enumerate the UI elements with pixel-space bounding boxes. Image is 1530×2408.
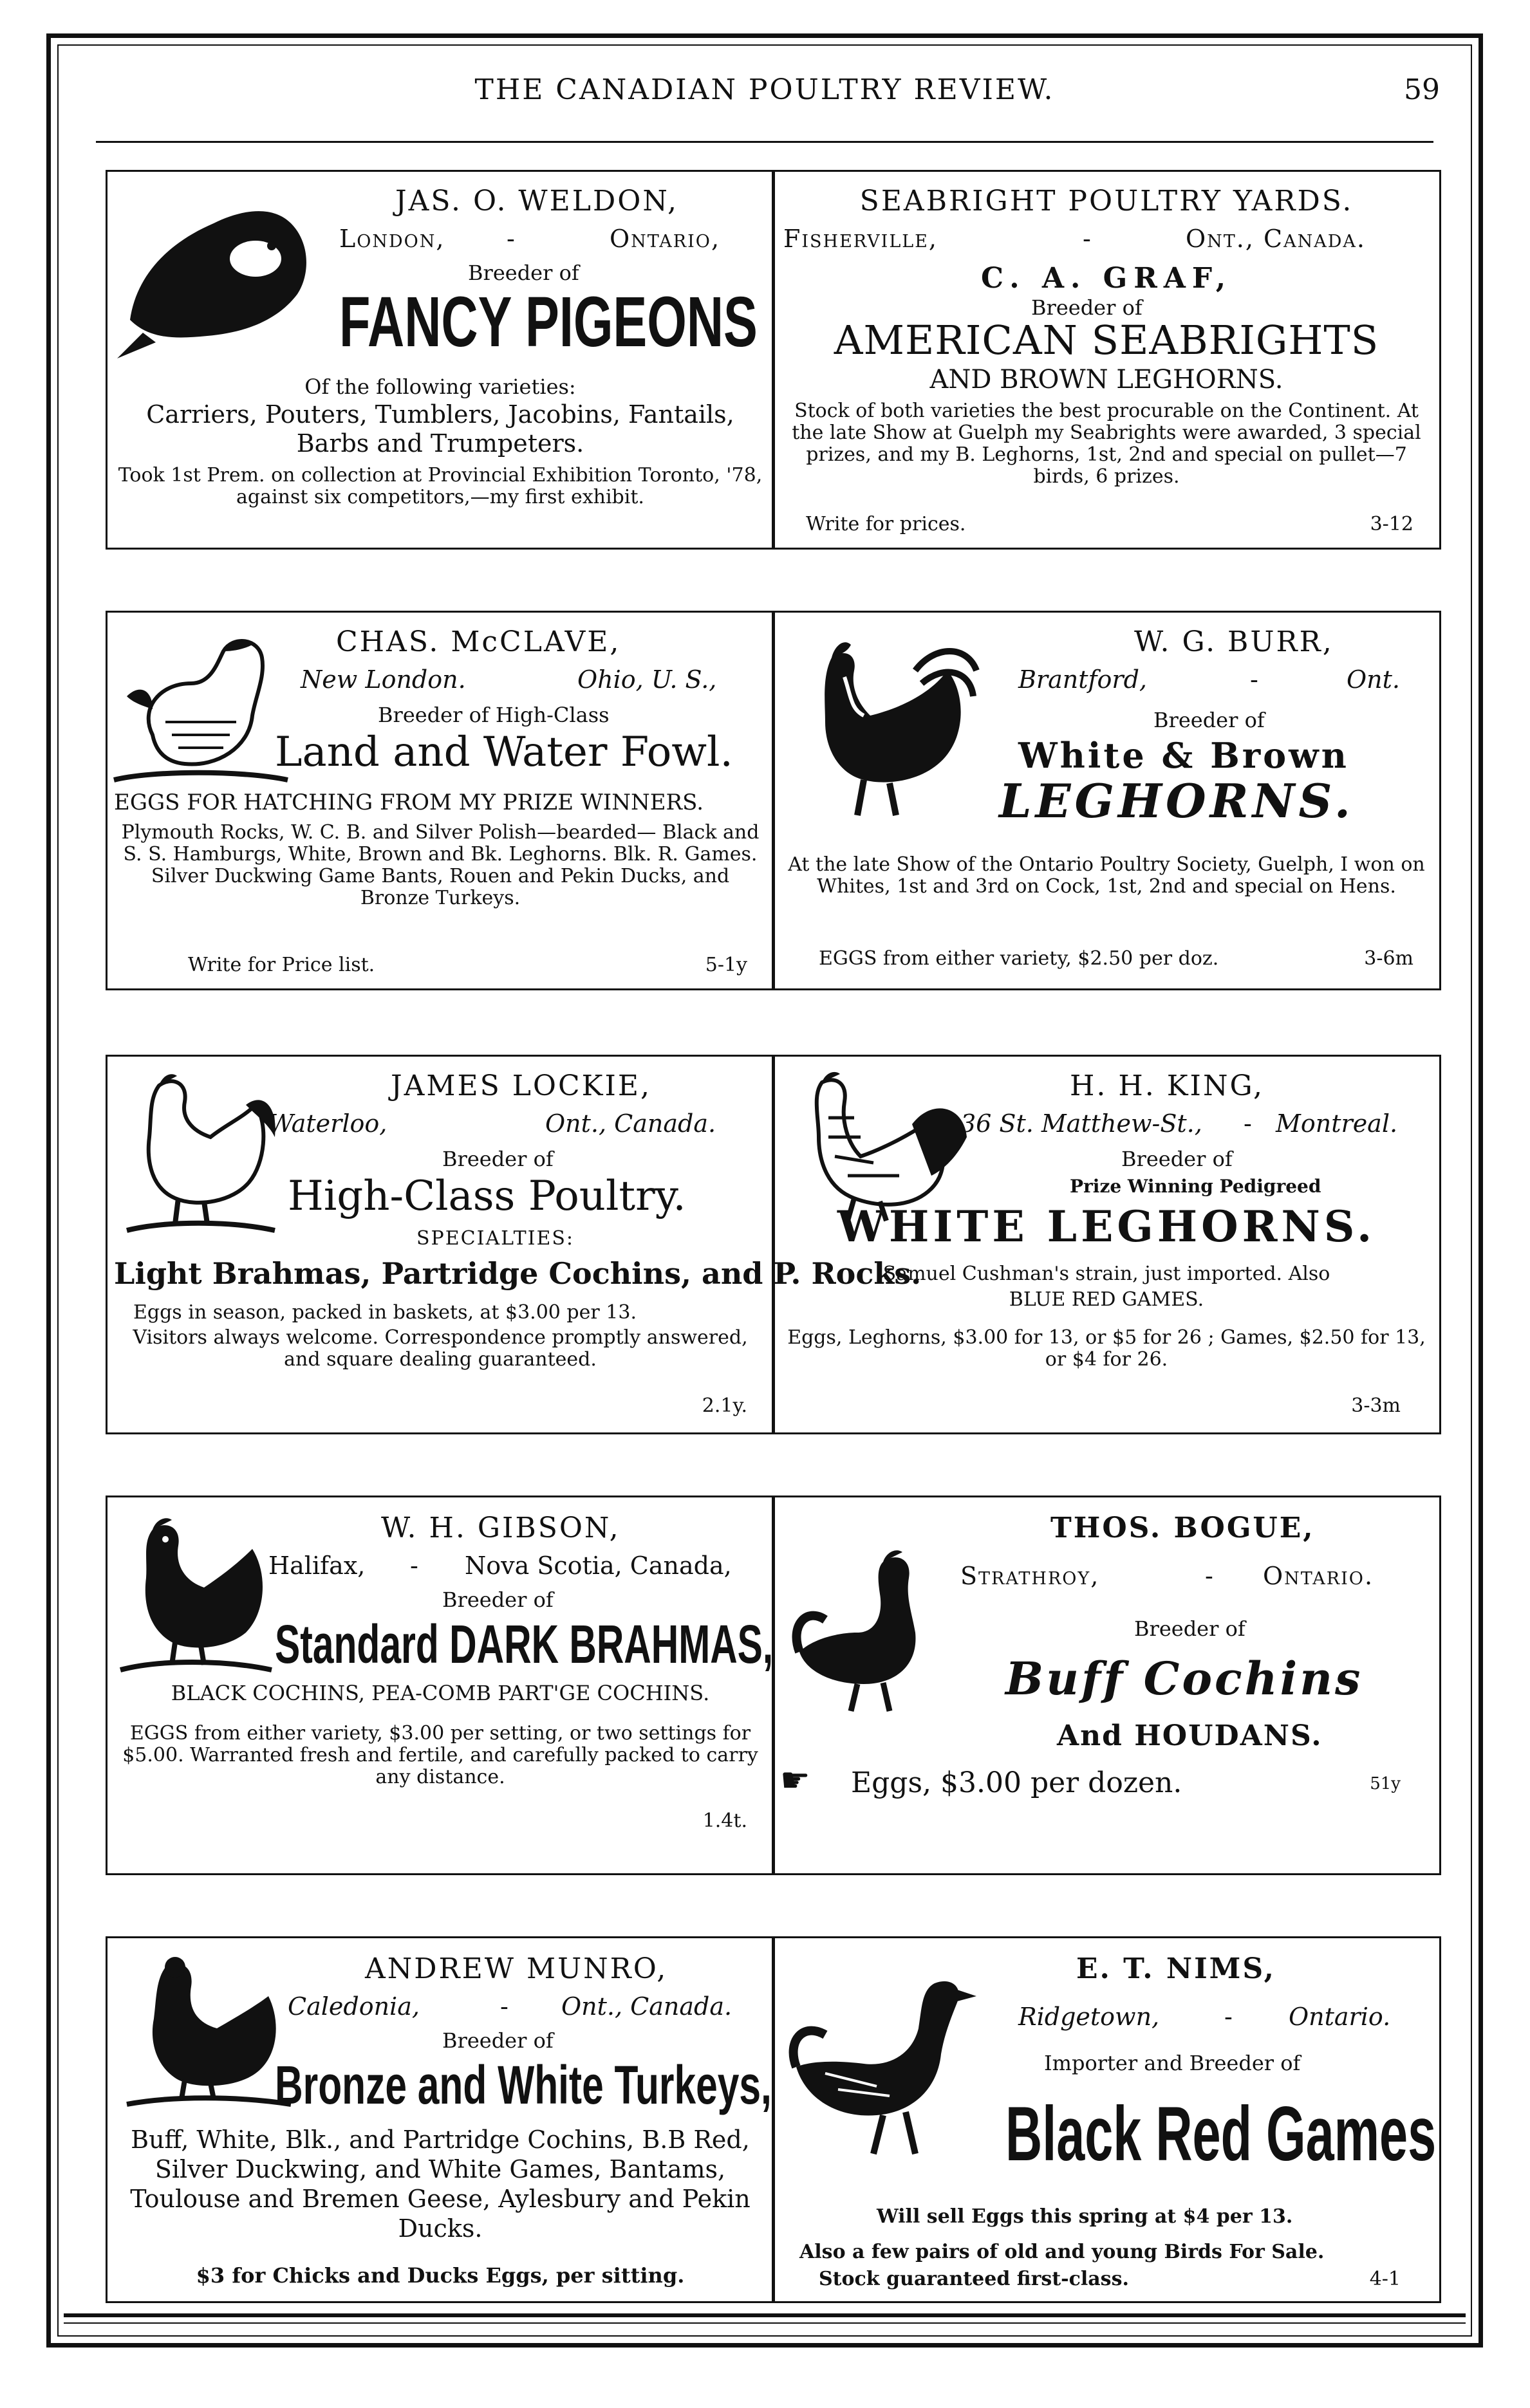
- headline: Land and Water Fowl.: [275, 728, 733, 776]
- footer: Eggs, $3.00 per dozen.: [851, 1766, 1182, 1799]
- pre-headline: Prize Winning Pedigreed: [1070, 1176, 1321, 1197]
- separator: -: [410, 1551, 418, 1580]
- ad-code: 2.1y.: [702, 1394, 747, 1417]
- header-rule: [96, 141, 1433, 143]
- chicken-icon: [114, 1510, 275, 1678]
- breeder-of: Breeder of: [442, 1588, 554, 1612]
- region: Ont., Canada.: [561, 1992, 732, 2021]
- breeder-of: Breeder of: [1134, 1616, 1245, 1641]
- city: New London.: [301, 665, 466, 694]
- region: Nova Scotia, Canada,: [465, 1551, 732, 1580]
- headline: Buff Cochins: [1005, 1652, 1363, 1705]
- ad-king: [772, 1055, 1441, 1434]
- separator: -: [1083, 225, 1091, 253]
- page-header: [51, 73, 1479, 125]
- ad-munro: [106, 1936, 775, 2303]
- city: Strathroy,: [960, 1562, 1100, 1590]
- page-number: 59: [1404, 73, 1440, 106]
- headline: Bronze and White Turkeys,: [275, 2055, 772, 2115]
- prize-note: Took 1st Prem. on collection at Provincial Exhibition Toronto, '78, against six competitors,—my first exhibit.: [118, 464, 763, 508]
- advertiser-name: JAS. O. WELDON,: [395, 185, 678, 218]
- visitors-note: Visitors always welcome. Correspondence promptly answered, and square dealing guaranteed.: [133, 1326, 748, 1371]
- page-frame: [46, 33, 1483, 2348]
- region: Ont.: [1347, 665, 1400, 694]
- ad-code: 1.4t.: [702, 1810, 747, 1832]
- proprietor: C. A. GRAF,: [980, 262, 1233, 295]
- strain-note: Samuel Cushman's strain, just imported. Also: [882, 1263, 1330, 1285]
- bottom-rule-thin: [64, 2322, 1466, 2324]
- advertiser-name: THOS. BOGUE,: [1050, 1512, 1315, 1544]
- breeder-of: Breeder of High-Class: [378, 703, 610, 727]
- headline: Black Red Games: [1005, 2091, 1437, 2177]
- ad-code: 3-3m: [1351, 1394, 1401, 1417]
- ad-seabright: [772, 170, 1441, 550]
- breeder-of: Breeder of: [1031, 295, 1143, 320]
- ad-burr: [772, 611, 1441, 990]
- advertiser-name: SEABRIGHT POULTRY YARDS.: [859, 185, 1354, 218]
- headline: High-Class Poultry.: [288, 1172, 686, 1220]
- region: Ohio, U. S.,: [577, 665, 717, 694]
- advertiser-name: W. G. BURR,: [1134, 625, 1334, 658]
- varieties: Plymouth Rocks, W. C. B. and Silver Polish—bearded— Black and S. S. Hamburgs, White, Brown and Bk. Leghorns. Blk. R. Games. Silver Duckwing Game Bants, Rouen and Pekin Ducks, and Bronze Turkeys.: [121, 821, 760, 909]
- ad-code: 3-12: [1370, 513, 1413, 535]
- separator: -: [1250, 665, 1258, 694]
- rooster-icon: [787, 1542, 967, 1716]
- rooster-icon: [787, 632, 980, 825]
- ad-code: 3-6m: [1364, 947, 1413, 970]
- pointing-hand-icon: ☛: [780, 1761, 810, 1800]
- chicken-icon: [114, 1066, 281, 1240]
- breeder-of: Breeder of: [442, 1147, 554, 1171]
- ad-nims: [772, 1936, 1441, 2303]
- bottom-rule: [64, 2313, 1466, 2317]
- subhead: EGGS FOR HATCHING FROM MY PRIZE WINNERS.: [114, 790, 704, 815]
- city: Fisherville,: [783, 225, 938, 253]
- separator: -: [1224, 2003, 1233, 2031]
- headline-line-1: White & Brown: [1018, 735, 1349, 776]
- separator: -: [507, 225, 515, 253]
- city: Caledonia,: [288, 1992, 420, 2021]
- footer: $3 for Chicks and Ducks Eggs, per sitting.: [196, 2263, 685, 2288]
- subhead: And HOUDANS.: [1057, 1719, 1323, 1752]
- egg-note: Will sell Eggs this spring at $4 per 13.: [877, 2205, 1293, 2228]
- subhead: SPECIALTIES:: [416, 1227, 575, 1250]
- varieties-line-2: Barbs and Trumpeters.: [296, 429, 584, 458]
- ad-bogue: [772, 1496, 1441, 1875]
- footer: Write for Price list.: [188, 954, 375, 976]
- subhead: AND BROWN LEGHORNS.: [929, 365, 1283, 394]
- footer: EGGS from either variety, $2.50 per doz.: [819, 947, 1219, 970]
- egg-prices: Eggs, Leghorns, $3.00 for 13, or $5 for 26 ; Games, $2.50 for 13, or $4 for 26.: [787, 1326, 1426, 1371]
- egg-note: EGGS from either variety, $3.00 per setting, or two settings for $5.00. Warranted fresh and fertile, and carefully packed to carry any distance.: [122, 1722, 758, 1788]
- separator: -: [1205, 1562, 1213, 1590]
- subhead: BLUE RED GAMES.: [1009, 1288, 1204, 1311]
- separator: -: [500, 1992, 508, 2021]
- headline: FANCY PIGEONS: [339, 282, 758, 362]
- subhead: BLACK COCHINS, PEA-COMB PART'GE COCHINS.: [171, 1681, 710, 1705]
- city: Waterloo,: [268, 1109, 387, 1138]
- varieties-line-1: Carriers, Pouters, Tumblers, Jacobins, Fantails,: [146, 400, 734, 429]
- specialties: Light Brahmas, Partridge Cochins, and P. Rocks.: [114, 1256, 922, 1291]
- breeder-of: Breeder of: [1153, 708, 1265, 732]
- breeder-of: Breeder of: [442, 2028, 554, 2053]
- city: 36 St. Matthew-St.,: [960, 1109, 1202, 1138]
- city: Halifax,: [268, 1551, 366, 1580]
- prize-note: Stock of both varieties the best procurable on the Continent. At the late Show at Guelph my Seabrights were awarded, 3 special prizes, and my B. Leghorns, 1st, 2nd and special on pullet—7 birds, 6 prizes.: [792, 400, 1421, 488]
- region: Ontario.: [1263, 1562, 1374, 1590]
- region: Ontario,: [610, 225, 721, 253]
- headline: AMERICAN SEABRIGHTS: [834, 317, 1379, 364]
- headline-line-2: LEGHORNS.: [999, 773, 1354, 828]
- city: London,: [339, 225, 445, 253]
- city: Brantford,: [1018, 665, 1148, 694]
- region: Montreal.: [1276, 1109, 1398, 1138]
- advertiser-name: W. H. GIBSON,: [381, 1512, 620, 1544]
- headline: WHITE LEGHORNS.: [837, 1201, 1376, 1252]
- breeder-of: Breeder of: [468, 261, 579, 285]
- birds-note: Also a few pairs of old and young Birds For Sale.: [799, 2241, 1325, 2263]
- ad-gibson: [106, 1496, 775, 1875]
- separator: -: [1244, 1109, 1252, 1138]
- breeder-of: Importer and Breeder of: [1044, 2051, 1301, 2075]
- region: Ont., Canada.: [1186, 225, 1366, 253]
- ad-mcclave: [106, 611, 775, 990]
- intro: Of the following varieties:: [304, 375, 576, 399]
- ad-code: 5-1y: [705, 954, 747, 976]
- headline: Standard DARK BRAHMAS,: [275, 1614, 774, 1674]
- advertiser-name: ANDREW MUNRO,: [365, 1952, 668, 1985]
- footer: Stock guaranteed first-class.: [819, 2268, 1129, 2290]
- region: Ont., Canada.: [545, 1109, 716, 1138]
- ad-code: 4-1: [1369, 2268, 1401, 2290]
- journal-title: THE CANADIAN POULTRY REVIEW.: [474, 73, 1055, 106]
- city: Ridgetown,: [1018, 2003, 1160, 2031]
- ad-weldon: [106, 170, 775, 550]
- footer: Write for prices.: [806, 513, 966, 535]
- varieties: Buff, White, Blk., and Partridge Cochins, B.B Red, Silver Duckwing, and White Games, Bantams, Toulouse and Bremen Geese, Aylesbury and Pekin Ducks.: [130, 2126, 751, 2243]
- advertiser-name: E. T. NIMS,: [1076, 1952, 1276, 1985]
- game-cock-icon: [787, 1970, 986, 2163]
- chicken-icon: [114, 625, 288, 799]
- advertiser-name: CHAS. McCLAVE,: [336, 625, 621, 658]
- turkey-icon: [120, 1951, 294, 2112]
- region: Ontario.: [1289, 2003, 1391, 2031]
- ad-lockie: [106, 1055, 922, 1434]
- price-note: Eggs in season, packed in baskets, at $3.00 per 13.: [133, 1301, 637, 1324]
- ad-code: 51y: [1370, 1774, 1401, 1793]
- advertiser-name: H. H. KING,: [1070, 1070, 1265, 1102]
- advertiser-name: JAMES LOCKIE,: [391, 1070, 652, 1102]
- prize-note: At the late Show of the Ontario Poultry Society, Guelph, I won on Whites, 1st and 3rd on Cock, 1st, 2nd and special on Hens.: [788, 853, 1425, 898]
- breeder-of: Breeder of: [1121, 1147, 1233, 1171]
